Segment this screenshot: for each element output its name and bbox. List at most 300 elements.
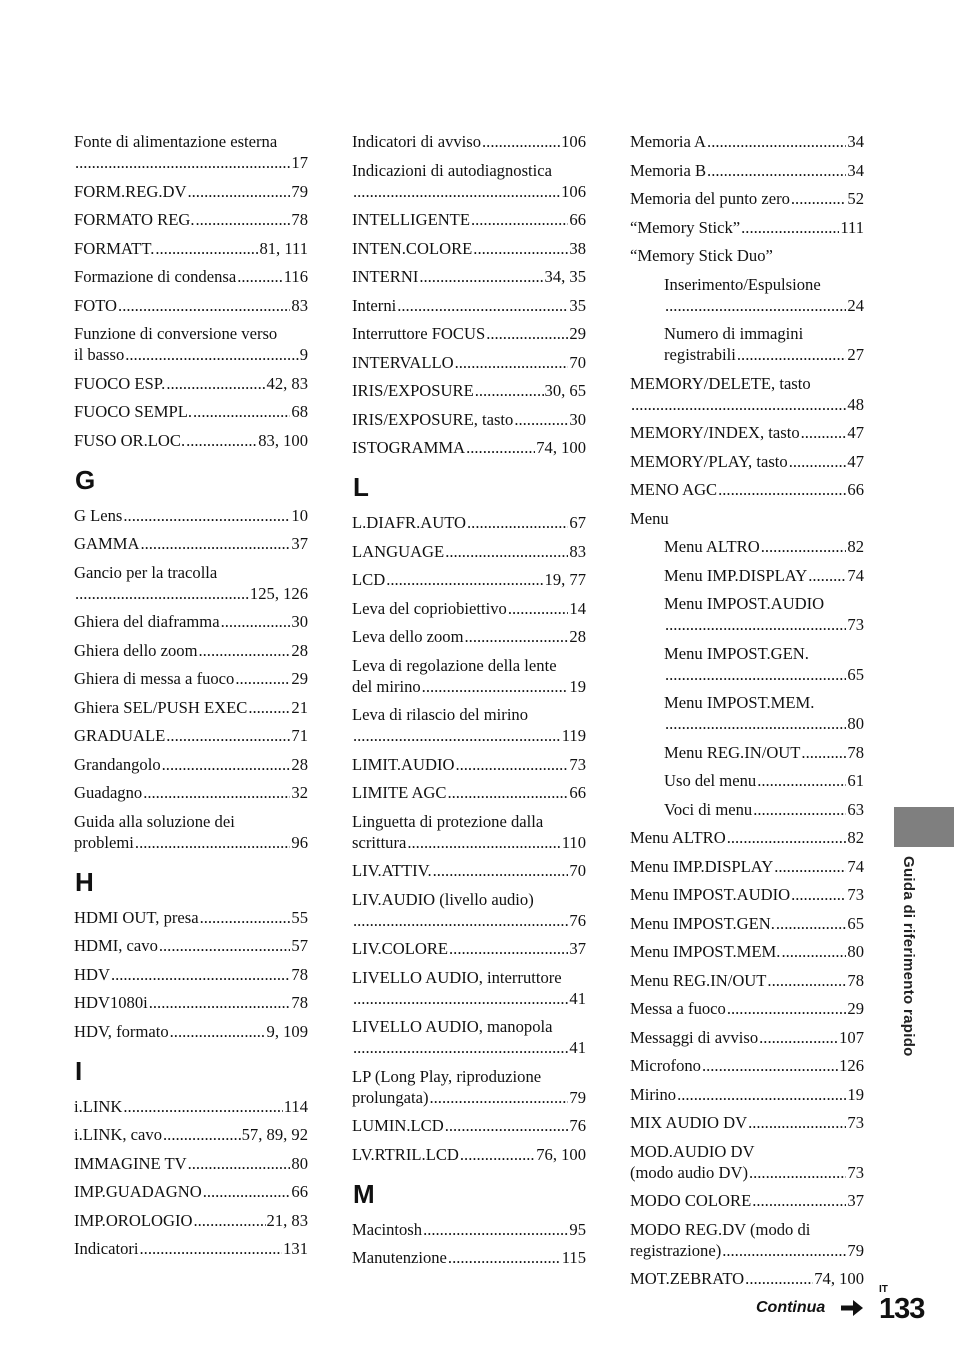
dot-leader xyxy=(430,1087,569,1108)
index-entry xyxy=(630,998,864,1019)
dot-leader xyxy=(455,754,568,775)
page-ref: 80 xyxy=(847,942,864,961)
index-term: HDMI OUT, presa xyxy=(74,907,199,927)
index-term: L.DIAFR.AUTO xyxy=(352,513,467,532)
dot-leader xyxy=(193,401,290,422)
dot-leader xyxy=(473,238,568,259)
index-term: Ghiera di messa a fuoco xyxy=(74,669,235,688)
index-entry xyxy=(630,941,864,962)
index-entry xyxy=(630,1112,864,1133)
dot-leader xyxy=(748,1112,846,1133)
dot-leader xyxy=(707,131,846,152)
dot-leader xyxy=(397,295,568,316)
index-entry xyxy=(74,373,308,394)
index-entry xyxy=(352,704,586,746)
index-entry xyxy=(352,323,586,344)
index-term: Ghiera del diaframma xyxy=(74,612,220,631)
dot-leader xyxy=(718,479,846,500)
index-term-continued: il basso xyxy=(74,345,125,364)
index-term: Menu REG.IN/OUT xyxy=(630,970,767,990)
dot-leader xyxy=(143,782,290,803)
page-ref: 73 xyxy=(847,615,864,634)
dot-leader xyxy=(248,697,290,718)
page-ref: 14 xyxy=(569,598,586,618)
dot-leader xyxy=(789,451,847,472)
index-term-continued: registrazione) xyxy=(630,1240,722,1260)
page-ref: 29 xyxy=(569,324,586,343)
dot-leader xyxy=(665,664,846,685)
index-entry xyxy=(352,811,586,853)
page-ref: 63 xyxy=(847,799,864,819)
index-entry xyxy=(352,380,586,401)
index-term: Macintosh xyxy=(352,1219,423,1239)
index-entry xyxy=(352,889,586,931)
index-entry xyxy=(630,1027,864,1048)
page-ref: 10 xyxy=(291,505,308,525)
index-term: MEMORY/DELETE, tasto xyxy=(630,373,811,393)
page-ref: 57, 89, 92 xyxy=(241,1125,308,1144)
index-term: LIMITE AGC xyxy=(352,783,447,802)
dot-leader xyxy=(353,181,560,202)
page-ref: 126 xyxy=(839,1056,864,1075)
page-number: 133 xyxy=(879,1293,925,1325)
index-entry xyxy=(352,938,586,959)
index-term: Uso del menu xyxy=(664,771,757,790)
index-term: Interruttore FOCUS xyxy=(352,324,486,343)
dot-leader xyxy=(186,430,257,451)
page-ref: 95 xyxy=(569,1219,586,1239)
page-ref: 81, 111 xyxy=(259,238,308,258)
index-entry xyxy=(630,1219,864,1261)
index-term: Memoria del punto zero xyxy=(630,189,790,208)
page-ref: 70 xyxy=(569,861,586,880)
index-entry xyxy=(74,266,308,287)
page-ref: 34 xyxy=(847,132,864,151)
index-entry xyxy=(74,1096,308,1117)
index-term: MENO AGC xyxy=(630,480,718,499)
page-ref: 106 xyxy=(561,132,586,151)
index-entry xyxy=(352,1247,586,1268)
dot-leader xyxy=(455,352,569,373)
page-ref: 19, 77 xyxy=(544,570,586,589)
index-entry xyxy=(352,352,586,373)
page-ref: 82 xyxy=(847,537,864,556)
index-entry xyxy=(352,626,586,647)
page-ref: 68 xyxy=(291,402,308,421)
page-ref: 30, 65 xyxy=(544,381,586,400)
page-ref: 66 xyxy=(847,480,864,499)
index-term: Indicatori di avviso xyxy=(352,132,482,151)
index-entry xyxy=(352,1144,586,1165)
index-entry xyxy=(352,409,586,430)
page-ref: 125, 126 xyxy=(249,583,308,603)
index-term-continued: prolungata) xyxy=(352,1087,429,1107)
index-term: MODO COLORE xyxy=(630,1191,752,1210)
index-term-continued: (modo audio DV) xyxy=(630,1162,748,1182)
page-ref: 83, 100 xyxy=(258,430,308,450)
dot-leader xyxy=(140,1238,283,1259)
dot-leader xyxy=(727,998,847,1019)
index-entry xyxy=(74,181,308,202)
index-entry xyxy=(74,562,308,604)
index-letter-heading: H xyxy=(75,866,94,897)
index-entry xyxy=(352,782,586,803)
page-ref: 37 xyxy=(569,939,586,958)
dot-leader xyxy=(135,832,290,853)
index-term: Messaggi di avviso xyxy=(630,1027,759,1047)
index-term-continued: registrabili xyxy=(664,345,736,364)
dot-leader xyxy=(188,181,291,202)
index-entry xyxy=(352,569,586,590)
dot-leader xyxy=(162,754,291,775)
page-ref: 28 xyxy=(569,627,586,646)
page-ref: 111 xyxy=(840,217,864,237)
index-entry xyxy=(664,593,864,635)
page-ref: 83 xyxy=(569,541,586,561)
index-entry xyxy=(352,655,586,697)
page-ref: 79 xyxy=(847,1240,864,1260)
dot-leader xyxy=(759,1027,838,1048)
index-term: Menu IMPOST.MEM. xyxy=(630,942,781,961)
index-entry xyxy=(74,505,308,526)
index-entry xyxy=(630,217,864,238)
dot-leader xyxy=(423,1219,568,1240)
page-ref: 19 xyxy=(847,1084,864,1104)
page-ref: 41 xyxy=(569,1038,586,1057)
index-entry xyxy=(630,422,864,443)
index-entry xyxy=(74,782,308,803)
index-entry xyxy=(74,1021,308,1042)
index-column-3 xyxy=(630,131,864,1297)
page-ref: 42, 83 xyxy=(266,373,308,393)
page-ref: 78 xyxy=(291,210,308,229)
index-term: Leva dello zoom xyxy=(352,627,464,646)
dot-leader xyxy=(353,988,568,1009)
index-entry xyxy=(352,512,586,533)
index-entry xyxy=(630,188,864,209)
index-letter-heading: M xyxy=(353,1178,375,1209)
page-ref: 74, 100 xyxy=(814,1269,864,1288)
index-term: Menu IMP.DISPLAY xyxy=(630,856,774,876)
dot-leader xyxy=(422,676,569,697)
index-term: IMP.OROLOGIO xyxy=(74,1210,193,1230)
dot-leader xyxy=(118,295,290,316)
index-entry xyxy=(352,598,586,619)
page-ref: 57 xyxy=(291,936,308,955)
index-entry xyxy=(630,970,864,991)
page-ref: 66 xyxy=(291,1182,308,1201)
page-ref: 107 xyxy=(839,1027,864,1047)
index-entry xyxy=(352,437,586,458)
index-term: HDV, formato xyxy=(74,1021,169,1041)
page-ref: 76 xyxy=(569,1116,586,1135)
index-term: Numero di immagini xyxy=(664,324,804,343)
dot-leader xyxy=(752,1190,846,1211)
index-term: i.LINK, cavo xyxy=(74,1125,163,1144)
dot-leader xyxy=(677,1084,846,1105)
index-entry xyxy=(74,323,308,365)
index-term: Menu IMP.DISPLAY xyxy=(664,565,808,585)
index-term: MODO REG.DV (modo di xyxy=(630,1219,811,1239)
section-tab-label: Guida di riferimento rapido xyxy=(900,856,917,1057)
page-ref: 24 xyxy=(847,295,864,315)
dot-leader xyxy=(749,1162,846,1183)
index-term: FOTO xyxy=(74,295,118,315)
dot-leader xyxy=(471,209,568,230)
dot-leader xyxy=(753,799,846,820)
index-entry xyxy=(630,479,864,500)
index-entry xyxy=(630,508,864,529)
dot-leader xyxy=(75,152,290,173)
index-entry xyxy=(74,430,308,451)
dot-leader xyxy=(193,1210,265,1231)
index-term: GAMMA xyxy=(74,534,140,553)
dot-leader xyxy=(163,1124,241,1145)
index-entry xyxy=(74,611,308,632)
index-entry xyxy=(74,1124,308,1145)
index-term: LIV.ATTIV. xyxy=(352,861,432,880)
index-entry xyxy=(352,238,586,259)
index-term: Memoria B xyxy=(630,160,707,180)
index-entry xyxy=(352,1066,586,1108)
page-ref: 66 xyxy=(569,210,586,229)
page-ref: 30 xyxy=(291,612,308,631)
index-term: Interni xyxy=(352,295,397,315)
index-term: Menu IMPOST.MEM. xyxy=(664,693,815,712)
index-term: LP (Long Play, riproduzione xyxy=(352,1066,542,1086)
index-entry xyxy=(630,160,864,181)
page-ref: 76, 100 xyxy=(536,1144,586,1164)
index-entry xyxy=(630,1084,864,1105)
index-entry xyxy=(352,266,586,287)
dot-leader xyxy=(722,1240,846,1261)
dot-leader xyxy=(465,626,569,647)
index-term: Leva del copriobiettivo xyxy=(352,598,507,618)
index-term: IMP.GUADAGNO xyxy=(74,1182,202,1201)
page-ref: 71 xyxy=(291,726,308,745)
page-ref: 34 xyxy=(847,160,864,180)
dot-leader xyxy=(159,935,291,956)
index-entry xyxy=(74,668,308,689)
index-entry xyxy=(74,697,308,718)
index-entry xyxy=(74,1153,308,1174)
index-term: LIV.COLORE xyxy=(352,939,449,958)
dot-leader xyxy=(353,1037,568,1058)
page-ref: 32 xyxy=(291,783,308,802)
index-term: MEMORY/INDEX, tasto xyxy=(630,423,800,442)
index-term: HDV xyxy=(74,964,110,984)
index-term: Menu ALTRO xyxy=(664,537,760,556)
index-term: Indicatori xyxy=(74,1239,139,1258)
page-ref: 41 xyxy=(569,988,586,1008)
dot-leader xyxy=(791,188,847,209)
index-term: HDMI, cavo xyxy=(74,936,158,955)
index-term: ISTOGRAMMA xyxy=(352,438,466,457)
index-column-1 xyxy=(74,131,308,1267)
page-ref: 21, 83 xyxy=(266,1210,308,1230)
page-ref: 116 xyxy=(283,267,308,286)
index-term: Menu IMPOST.AUDIO xyxy=(664,594,825,613)
page-ref: 76 xyxy=(569,910,586,930)
index-entry xyxy=(74,964,308,985)
index-term: LCD xyxy=(352,570,386,589)
page-ref: 74 xyxy=(847,565,864,585)
dot-leader xyxy=(123,505,290,526)
dot-leader xyxy=(737,344,847,365)
index-term: Microfono xyxy=(630,1056,701,1075)
dot-leader xyxy=(631,394,846,415)
index-term: LUMIN.LCD xyxy=(352,1116,444,1135)
index-term: MIX AUDIO DV xyxy=(630,1113,748,1132)
index-entry xyxy=(664,323,864,365)
index-entry xyxy=(352,1016,586,1058)
index-term-continued: problemi xyxy=(74,832,134,852)
dot-leader xyxy=(757,770,846,791)
page-ref: 35 xyxy=(569,295,586,315)
index-entry xyxy=(74,238,308,259)
index-term: FUSO OR.LOC. xyxy=(74,430,186,450)
dot-leader xyxy=(475,380,544,401)
dot-leader xyxy=(767,970,846,991)
page-ref: 73 xyxy=(569,754,586,774)
dot-leader xyxy=(111,964,290,985)
index-term: Guida alla soluzione dei xyxy=(74,811,235,831)
dot-leader xyxy=(199,640,291,661)
dot-leader xyxy=(774,856,846,877)
index-entry xyxy=(664,770,864,791)
index-term: Indicazioni di autodiagnostica xyxy=(352,160,552,180)
index-entry xyxy=(664,692,864,734)
index-term: G Lens xyxy=(74,505,123,525)
index-entry xyxy=(352,541,586,562)
index-entry xyxy=(664,799,864,820)
index-term: Voci di menu xyxy=(664,799,753,819)
dot-leader xyxy=(123,1096,282,1117)
page-ref: 96 xyxy=(291,832,308,852)
dot-leader xyxy=(745,1268,813,1289)
index-term: FUOCO SEMPL. xyxy=(74,402,193,421)
dot-leader xyxy=(791,884,846,905)
page-ref: 28 xyxy=(291,754,308,774)
page-ref: 37 xyxy=(291,534,308,553)
section-tab xyxy=(894,807,954,847)
dot-leader xyxy=(808,565,846,586)
arrow-right-icon xyxy=(841,1300,863,1316)
index-entry xyxy=(630,827,864,848)
index-term: INTELLIGENTE xyxy=(352,210,470,229)
page-ref: 131 xyxy=(283,1239,308,1258)
index-term: INTERNI xyxy=(352,267,419,286)
page-ref: 74, 100 xyxy=(536,438,586,457)
index-entry xyxy=(352,1219,586,1240)
dot-leader xyxy=(155,238,258,259)
dot-leader xyxy=(407,832,560,853)
dot-leader xyxy=(482,131,560,152)
page-ref: 47 xyxy=(847,423,864,442)
index-entry xyxy=(74,1238,308,1259)
page-ref: 73 xyxy=(847,1162,864,1182)
index-term: IMMAGINE TV xyxy=(74,1153,187,1173)
page-ref: 21 xyxy=(291,697,308,717)
dot-leader xyxy=(665,713,846,734)
index-entry xyxy=(630,884,864,905)
index-term: LIMIT.AUDIO xyxy=(352,754,455,774)
dot-leader xyxy=(467,512,568,533)
index-letter-heading: I xyxy=(75,1055,83,1086)
index-entry xyxy=(74,907,308,928)
dot-leader xyxy=(801,422,847,443)
dot-leader xyxy=(166,373,265,394)
page-ref: 55 xyxy=(291,907,308,927)
index-term: IRIS/EXPOSURE, tasto xyxy=(352,409,514,429)
dot-leader xyxy=(386,569,543,590)
dot-leader xyxy=(419,266,543,287)
index-entry xyxy=(74,725,308,746)
index-term: Menu REG.IN/OUT xyxy=(664,742,801,762)
index-entry xyxy=(630,373,864,415)
index-term: Formazione di condensa xyxy=(74,267,237,286)
index-entry xyxy=(352,754,586,775)
page-ref: 78 xyxy=(847,742,864,762)
index-term-continued: del mirino xyxy=(352,676,421,696)
page-ref: 65 xyxy=(847,664,864,684)
dot-leader xyxy=(508,598,569,619)
index-term: Leva di regolazione della lente xyxy=(352,655,557,675)
index-entry xyxy=(664,565,864,586)
page-ref: 66 xyxy=(569,783,586,802)
index-term: Leva di rilascio del mirino xyxy=(352,705,529,724)
index-entry xyxy=(74,131,308,173)
dot-leader xyxy=(75,583,249,604)
page-ref: 110 xyxy=(561,832,586,852)
index-entry xyxy=(74,1181,308,1202)
index-entry xyxy=(74,209,308,230)
page-ref: 17 xyxy=(291,153,308,172)
page-ref: 9 xyxy=(299,345,308,364)
index-term: INTEN.COLORE xyxy=(352,238,473,258)
index-term: Ghiera dello zoom xyxy=(74,640,198,660)
dot-leader xyxy=(433,860,569,881)
page-ref: 73 xyxy=(847,885,864,904)
dot-leader xyxy=(707,160,846,181)
index-entry xyxy=(352,131,586,152)
index-term-continued: scrittura xyxy=(352,832,407,852)
index-entry xyxy=(630,913,864,934)
index-entry xyxy=(630,1190,864,1211)
dot-leader xyxy=(514,409,568,430)
page-ref: 9, 109 xyxy=(266,1021,308,1041)
page-ref: 52 xyxy=(847,189,864,208)
dot-leader xyxy=(460,1144,535,1165)
index-entry xyxy=(664,274,864,316)
dot-leader xyxy=(761,536,847,557)
page-ref: 73 xyxy=(847,1113,864,1132)
index-term: Funzione di conversione verso xyxy=(74,324,278,343)
index-letter-heading: L xyxy=(353,472,369,502)
dot-leader xyxy=(353,910,568,931)
index-term: “Memory Stick” xyxy=(630,217,741,237)
index-entry xyxy=(352,160,586,202)
index-entry xyxy=(74,992,308,1013)
dot-leader xyxy=(166,725,290,746)
index-term: Linguetta di protezione dalla xyxy=(352,811,544,831)
page-ref: 19 xyxy=(569,676,586,696)
page-ref: 67 xyxy=(569,513,586,532)
page-ref: 47 xyxy=(847,451,864,471)
index-entry xyxy=(664,742,864,763)
dot-leader xyxy=(235,668,290,689)
index-term: Menu IMPOST.GEN. xyxy=(630,913,775,933)
